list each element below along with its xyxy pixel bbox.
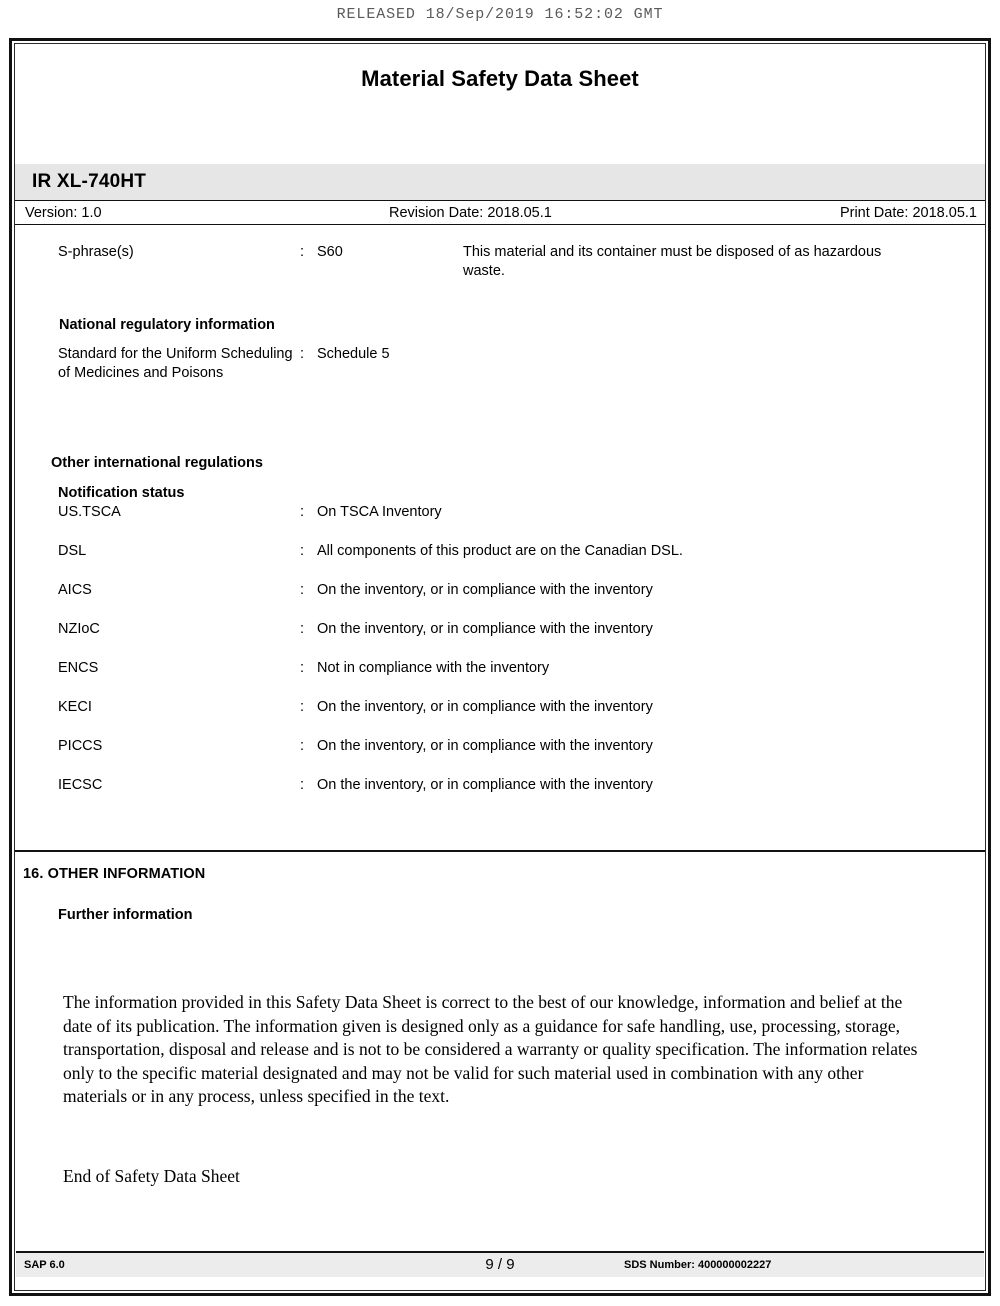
inventory-colon: : [300,504,305,520]
inventory-colon: : [300,621,305,637]
inventory-value: On the inventory, or in compliance with the inventory [317,582,653,598]
sap-version-label: SAP 6.0 [24,1259,65,1271]
inventory-row [15,542,985,581]
sphrase-label: S-phrase(s) [58,244,134,260]
product-name-band: IR XL-740HT [15,164,985,200]
national-regulatory-heading: National regulatory information [59,317,275,333]
national-standard-value: Schedule 5 [317,346,390,362]
inventory-value: On TSCA Inventory [317,504,442,520]
document-meta-row [15,200,985,225]
inventory-colon: : [300,582,305,598]
inventory-label: ENCS [58,660,99,676]
inventory-label: KECI [58,699,92,715]
print-date-label: Print Date: 2018.05.1 [839,205,977,221]
inventory-row [15,698,985,737]
inventory-colon: : [300,777,305,793]
inventory-value: All components of this product are on the Canadian DSL. [317,543,683,559]
sphrase-row [15,243,985,289]
page-footer [16,1251,984,1277]
inventory-label: US.TSCA [58,504,121,520]
inventory-colon: : [300,738,305,754]
inventory-value: On the inventory, or in compliance with the inventory [317,699,653,715]
inventory-colon: : [300,543,305,559]
page-title: Material Safety Data Sheet [361,66,639,91]
inventory-value: On the inventory, or in compliance with the inventory [317,738,653,754]
section-16-heading: 16. OTHER INFORMATION [23,866,206,882]
inventory-value: On the inventory, or in compliance with the inventory [317,621,653,637]
sds-number-label: SDS Number: 400000002227 [624,1259,772,1271]
inventory-colon: : [300,660,305,676]
header-spacer [15,92,985,164]
international-regulations-heading: Other international regulations [51,455,263,471]
inventory-row [15,620,985,659]
inventory-value: On the inventory, or in compliance with the inventory [317,777,653,793]
inventory-value: Not in compliance with the inventory [317,660,550,676]
document-body [15,243,985,1187]
document-page [9,38,991,1296]
revision-date-label: Revision Date: 2018.05.1 [389,205,552,221]
notification-status-heading: Notification status [58,485,185,501]
sphrase-description: This material and its container must be disposed of as hazardous waste. [463,244,882,279]
further-information-heading: Further information [58,907,193,923]
sphrase-colon: : [300,244,305,260]
inventory-label: DSL [58,543,87,559]
disclaimer-paragraph: The information provided in this Safety Data Sheet is correct to the best of our knowledge, information and belief at the date of its publication. The information given is designed only as a guidance for safe handling, use, processing, storage, transportation, disposal and release and is not to be considered a warranty or quality specification. The information relates only to the specific material designated and may not be valid for such material used in combination with any other materials or in any process, unless specified in the text. [63,992,918,1106]
inventory-label: NZIoC [58,621,100,637]
document-page-inner [14,43,986,1291]
inventory-row [15,776,985,815]
inventory-colon: : [300,699,305,715]
national-standard-label: Standard for the Uniform Scheduling of Medicines and Poisons [58,346,293,381]
inventory-row [15,659,985,698]
inventory-label: PICCS [58,738,103,754]
inventory-row [15,581,985,620]
version-label: Version: 1.0 [25,205,102,221]
released-banner: RELEASED 18/Sep/2019 16:52:02 GMT [336,6,664,23]
inventory-label: IECSC [58,777,103,793]
national-standard-row [15,345,985,409]
section-divider [15,850,985,852]
inventory-row [15,503,985,542]
inventory-row [15,737,985,776]
end-of-sds-line: End of Safety Data Sheet [63,1165,240,1186]
national-standard-colon: : [300,346,305,362]
inventory-label: AICS [58,582,92,598]
sphrase-code: S60 [317,244,343,260]
page-number: 9 / 9 [485,1256,515,1273]
